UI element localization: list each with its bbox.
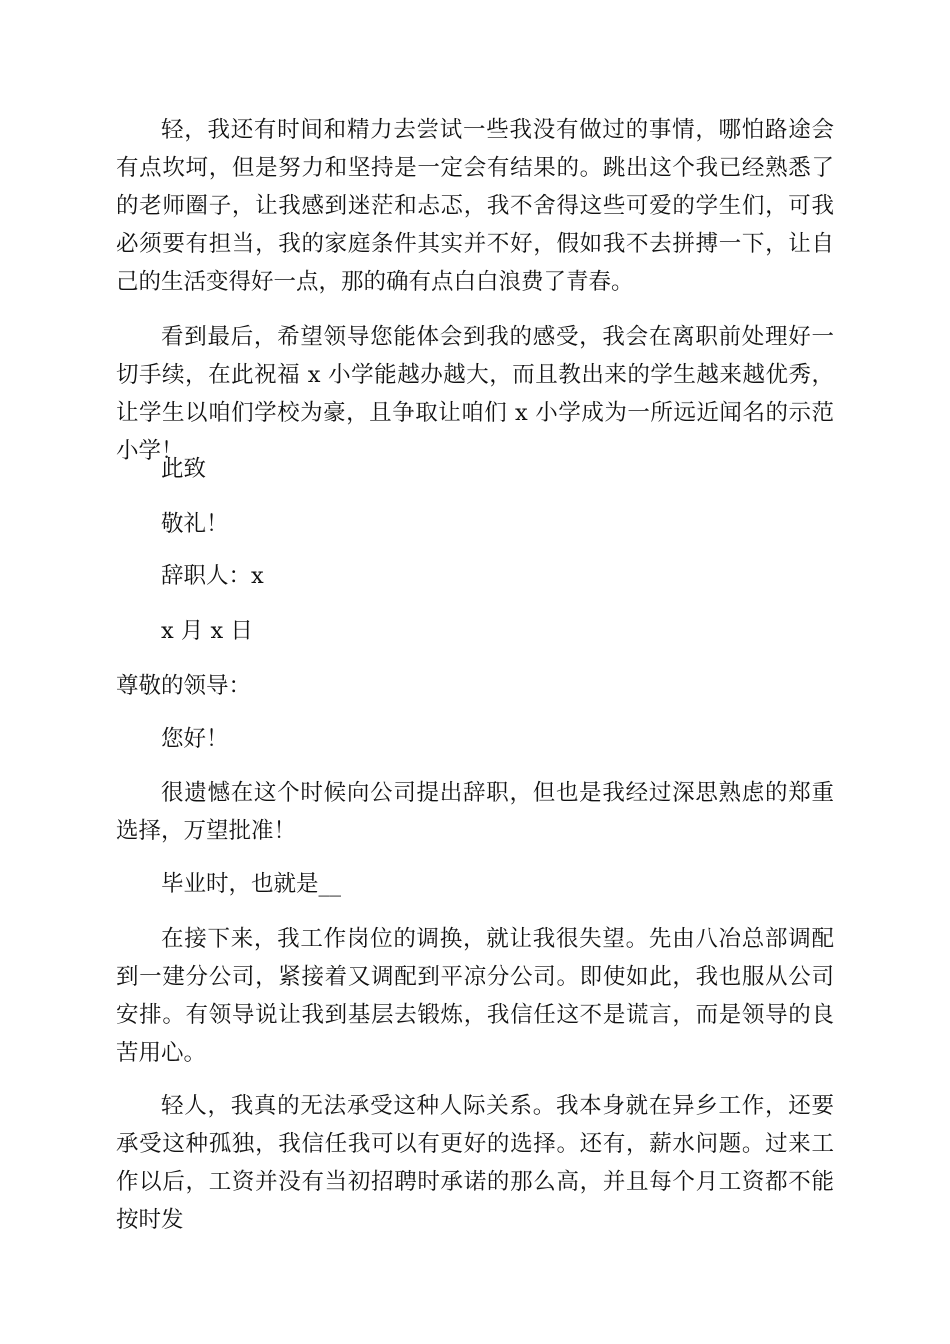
greeting-recipient: 尊敬的领导： [116,673,252,699]
paragraph-job-transfer: 在接下来，我工作岗位的调换，就让我很失望。先由八冶总部调配到一建分公司，紧接着又调配到平凉分公司。即使如此，我也服从公司安排。有领导说让我到基层去锻炼，我信任这不是谎言，而是领导的良苦用心。 [116,926,834,1066]
paragraph-final-wishes: 看到最后，希望领导您能体会到我的感受，我会在离职前处理好一切手续，在此祝福 x 小学能越办越大，而且教出来的学生越来越优秀，让学生以咱们学校为豪，且争取让咱们 x 小学成为一所远近闻名的示范小学！ [116,324,834,464]
paragraph-graduation: 毕业时，也就是__ [161,871,342,897]
paragraph-resignation-request: 很遗憾在这个时候向公司提出辞职，但也是我经过深思熟虑的郑重选择，万望批准！ [116,780,834,844]
paragraph-youth-career: 轻，我还有时间和精力去尝试一些我没有做过的事情，哪怕路途会有点坎坷，但是努力和坚持是一定会有结果的。跳出这个我已经熟悉了的老师圈子，让我感到迷茫和忐忑，我不舍得这些可爱的学生们，可我必须要有担当，我的家庭条件其实并不好，假如我不去拼搏一下，让自己的生活变得好一点，那的确有点白白浪费了青春。 [116,117,834,295]
signature-date: x 月 x 日 [161,618,253,644]
greeting-hello: 您好！ [161,726,229,752]
paragraph-salary-issue: 轻人，我真的无法承受这种人际关系。我本身就在异乡工作，还要承受这种孤独，我信任我可以有更好的选择。还有，薪水问题。过来工作以后，工资并没有当初招聘时承诺的那么高，并且每个月工资都不能按时发 [116,1093,834,1233]
signature-resigner: 辞职人：x [161,563,264,589]
closing-regards: 敬礼！ [161,511,229,537]
closing-salutation: 此致 [161,456,207,482]
